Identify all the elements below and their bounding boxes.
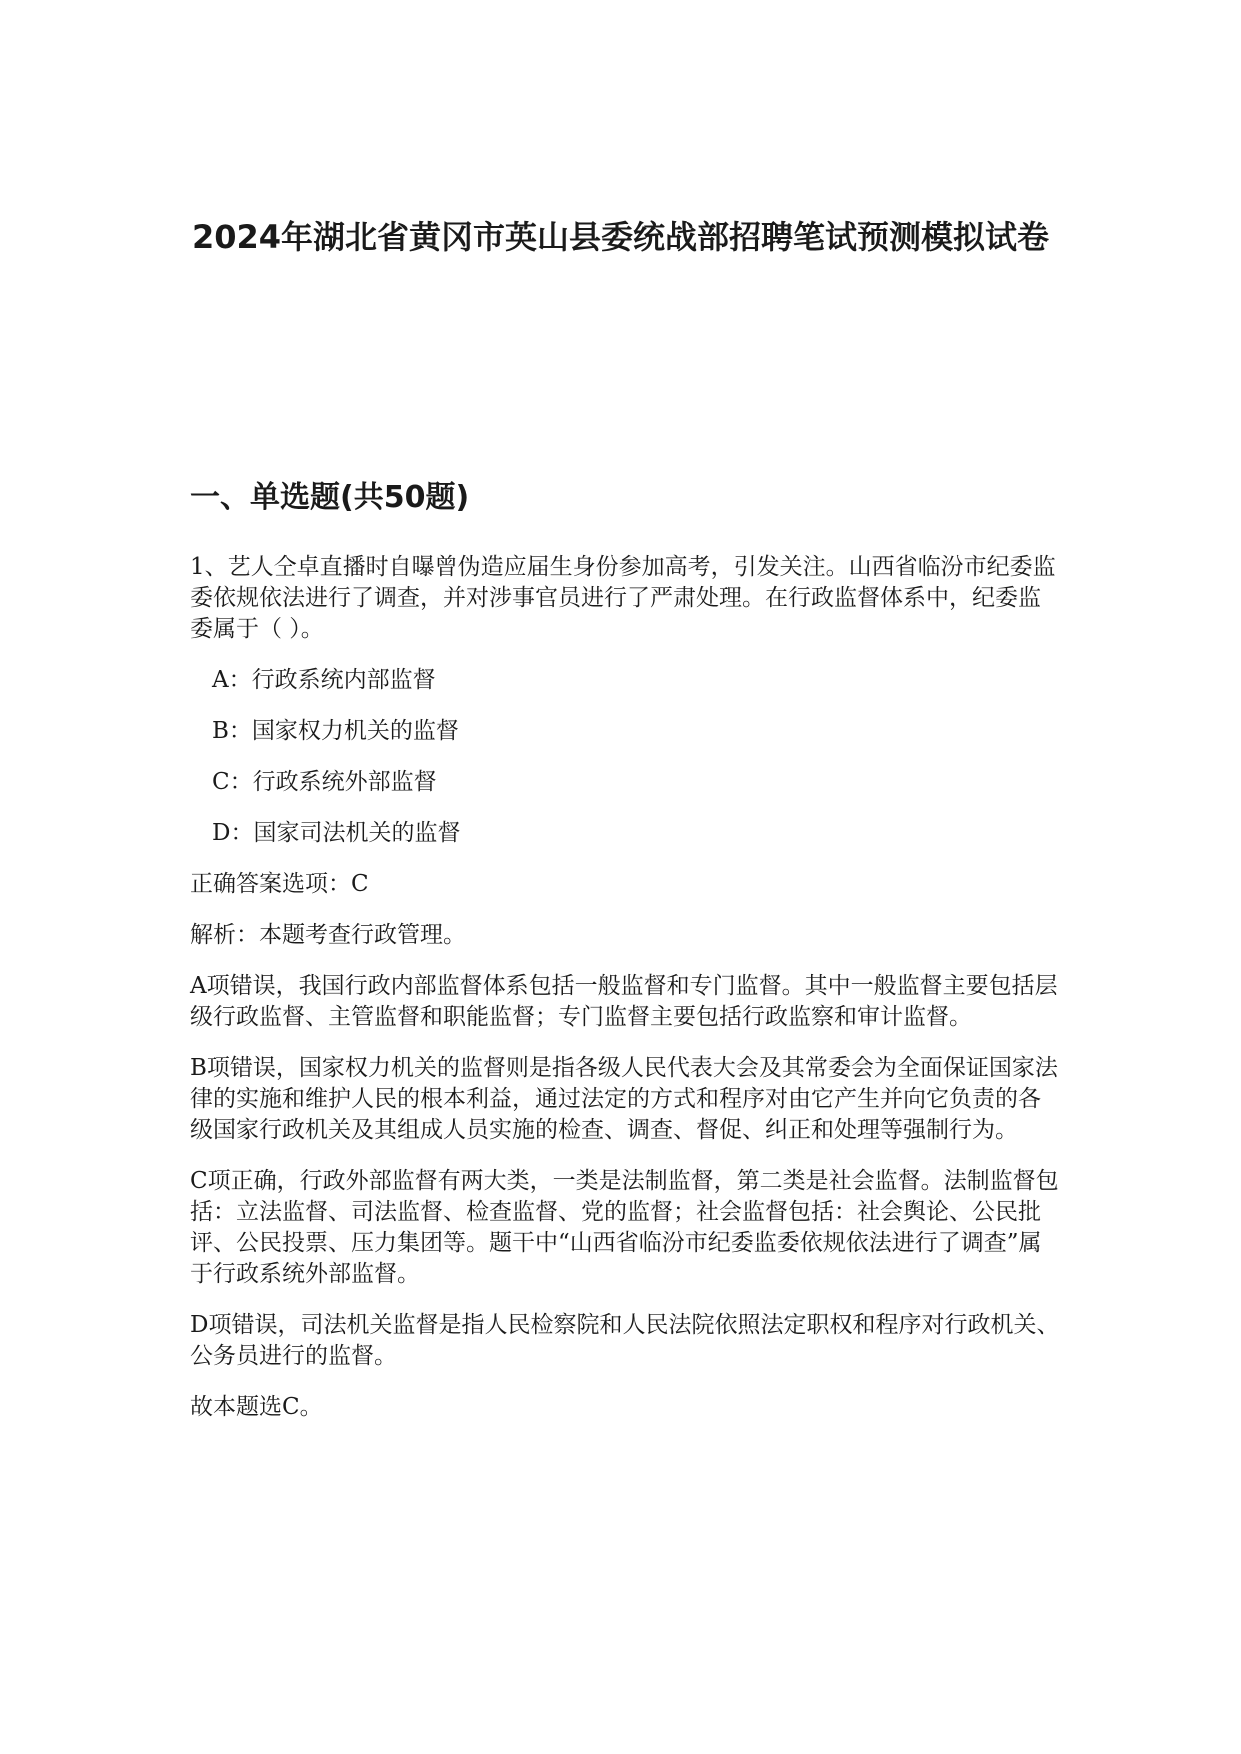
option-a: A：行政系统内部监督 — [212, 667, 436, 693]
analysis-paragraph-c: C项正确，行政外部监督有两大类，一类是法制监督，第二类是社会监督。法制监督包括：立法监督、司法监督、检查监督、党的监督；社会监督包括：社会舆论、公民批评、公民投票、压力集团等。题干中“山西省临汾市纪委监委依规依法进行了调查”属于行政系统外部监督。 — [190, 1168, 1059, 1287]
analysis-paragraph-d: D项错误，司法机关监督是指人民检察院和人民法院依照法定职权和程序对行政机关、公务员进行的监督。 — [190, 1312, 1060, 1369]
question-stem: 1、艺人仝卓直播时自曝曾伪造应届生身份参加高考，引发关注。山西省临汾市纪委监委依规依法进行了调查，并对涉事官员进行了严肃处理。在行政监督体系中，纪委监委属于（ ）。 — [190, 554, 1056, 642]
correct-answer: 正确答案选项：C — [190, 871, 369, 897]
question-block — [190, 552, 1060, 1443]
analysis-paragraph-a: A项错误，我国行政内部监督体系包括一般监督和专门监督。其中一般监督主要包括层级行政监督、主管监督和职能监督；专门监督主要包括行政监察和审计监督。 — [190, 973, 1058, 1030]
option-c: C：行政系统外部监督 — [212, 769, 437, 795]
analysis-intro: 解析：本题考查行政管理。 — [190, 922, 466, 948]
option-b: B：国家权力机关的监督 — [212, 718, 459, 744]
document-title: 2024年湖北省黄冈市英山县委统战部招聘笔试预测模拟试卷 — [191, 218, 1050, 256]
analysis-conclusion: 故本题选C。 — [190, 1394, 323, 1420]
analysis-paragraph-b: B项错误，国家权力机关的监督则是指各级人民代表大会及其常委会为全面保证国家法律的实施和维护人民的根本利益，通过法定的方式和程序对由它产生并向它负责的各级国家行政机关及其组成人员实施的检查、调查、督促、纠正和处理等强制行为。 — [190, 1055, 1058, 1143]
option-d: D：国家司法机关的监督 — [212, 820, 461, 846]
section-heading: 一、单选题(共50题) — [190, 480, 470, 515]
